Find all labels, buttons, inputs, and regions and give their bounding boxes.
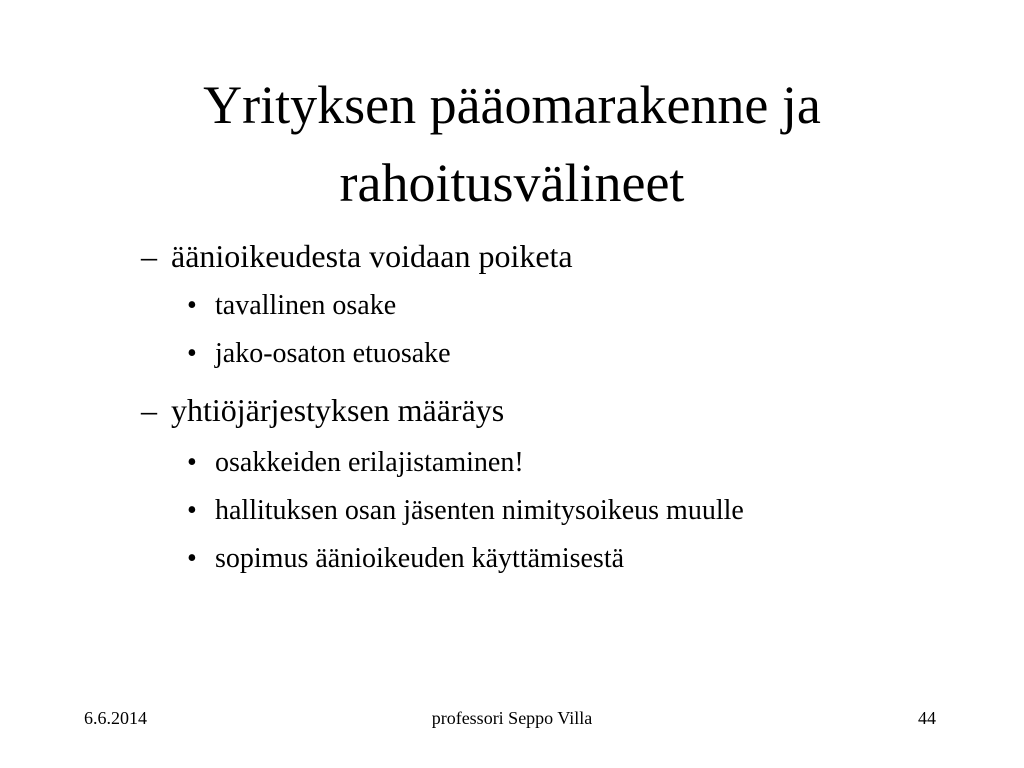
slide-title-line-1: Yrityksen pääomarakenne ja [203,75,821,135]
bullet-level2-board-appointment [187,494,744,528]
bullet-level1-voting-rights [141,236,573,276]
footer-page-number: 44 [918,708,936,728]
bullet-level2-voting-agreement [187,542,624,576]
bullet-level2-ordinary-share [187,289,396,323]
bullet-text: jako-osaton etuosake [215,338,451,369]
bullet-text: yhtiöjärjestyksen määräys [171,392,505,428]
slide-title-line-2: rahoitusvälineet [339,153,685,213]
bullet-text: sopimus äänioikeuden käyttämisestä [215,543,625,574]
bullet-level2-preferred-share [187,337,451,371]
bullet-dot-marker: • [187,290,197,321]
dash-marker: – [141,392,157,428]
bullet-text: osakkeiden erilajistaminen! [215,447,524,478]
footer-date: 6.6.2014 [84,708,147,728]
dash-marker: – [141,238,157,274]
bullet-dot-marker: • [187,495,197,526]
bullet-dot-marker: • [187,338,197,369]
bullet-text: tavallinen osake [215,290,397,321]
bullet-dot-marker: • [187,543,197,574]
bullet-dot-marker: • [187,447,197,478]
bullet-text: äänioikeudesta voidaan poiketa [171,238,573,274]
footer-author: professori Seppo Villa [431,708,593,728]
bullet-level2-share-classes [187,446,524,480]
bullet-level1-articles-provision [141,390,504,430]
bullet-text: hallituksen osan jäsenten nimitysoikeus muulle [215,495,744,526]
